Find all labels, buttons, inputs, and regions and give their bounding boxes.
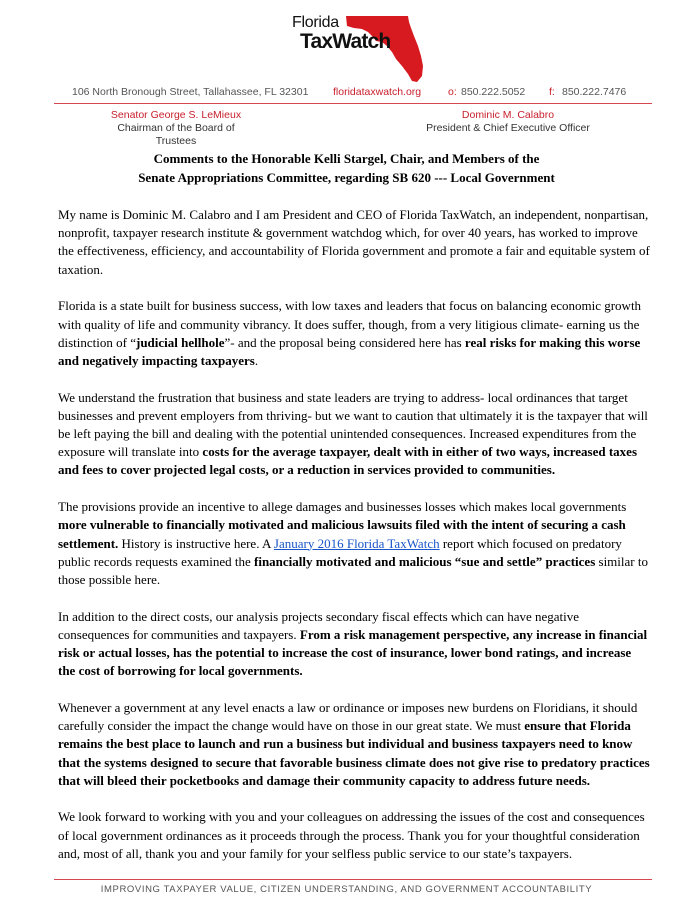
p7-text-1: We look forward to working with you and your colleagues on addressing the issues of the cost and consequences of local government ordinances as it proceeds through the process. Thank you for your thoughtful consideration and, most of all, thank you and your family for your selfless public service to our state’s taxpayers. — [58, 809, 645, 861]
address: 106 North Bronough Street, Tallahassee, FL 32301 — [72, 86, 309, 98]
florida-taxwatch-logo — [290, 6, 430, 84]
fax-number: 850.222.7476 — [562, 86, 627, 98]
heading-line-2: Senate Appropriations Committee, regarding SB 620 --- Local Government — [138, 170, 555, 185]
heading-line-1: Comments to the Honorable Kelli Stargel, Chair, and Members of the — [153, 151, 540, 166]
chairman-name: Senator George S. LeMieux — [110, 109, 242, 121]
p4-bold-2: financially motivated and malicious “sue and settle” practices — [254, 553, 596, 569]
p2-text-2: ”- and the proposal being considered here has — [224, 334, 465, 350]
p3-bold-1: costs for the average taxpayer, dealt with in either of two ways, increased taxes and fees to cover projected legal costs, or a reduction in services provided to communities. — [58, 444, 638, 478]
president-name: Dominic M. Calabro — [461, 109, 555, 121]
p6-bold-1: ensure that Florida remains the best place to launch and run a business but individual and business taxpayers need to know that the systems designed to secure that favorable business climate does not give rise to predatory practices that will bleed their pocketbooks and damage their community capacity to address future needs. — [58, 718, 650, 788]
p5-bold-1: From a risk management perspective, any increase in financial risk or actual losses, has the potential to increase the cost of insurance, lower bond ratings, and increase the cost of borrowing for local governments. — [58, 626, 648, 679]
p1-text: My name is Dominic M. Calabro and I am President and CEO of Florida TaxWatch, an independent, nonpartisan, nonprofit, taxpayer research institute & government watchdog which, for over 40 years, has worked to improve the effectiveness, efficiency, and accountability of Florida government and promote a fair and equitable system of taxation. — [58, 207, 650, 277]
paragraph-impact — [58, 699, 650, 790]
p4-bold-1: more vulnerable to financially motivated and malicious lawsuits filed with the intent of securing a cash settlement. — [58, 517, 626, 551]
logo-florida-text: Florida — [292, 14, 339, 31]
paragraph-litigation — [58, 297, 650, 370]
president-title: President & Chief Executive Officer — [426, 122, 590, 134]
p2-text-1: Florida is a state built for business success, with low taxes and leaders that focus on balancing economic growth with quality of life and community vibrancy. It does suffer, though, from a very litigious climate- earning us the distinction of “ — [58, 298, 642, 350]
footer-divider — [54, 879, 652, 880]
p5-text-1: In addition to the direct costs, our analysis projects secondary fiscal effects which can have negative consequences for communities and taxpayers. — [58, 608, 580, 642]
p3-text-1: We understand the frustration that business and state leaders are trying to address- local ordinances that target businesses and prevent employers from thriving- but we want to caution that ultimately it is the taxpayer that will be left paying the bill and dealing with the potential unintended consequences. Increased expenditures from the exposure will translate into — [58, 389, 648, 460]
p2-bold-2: real risks for making this worse and negatively impacting taxpayers — [58, 334, 641, 368]
chairman-title: Chairman of the Board of Trustees — [117, 122, 235, 147]
header-divider — [54, 103, 652, 104]
p6-text-1: Whenever a government at any level enacts a law or ordinance or imposes new burdens on Floridians, it should carefully consider the impact the change would have on those in our great state. We must — [58, 699, 638, 734]
document-heading — [60, 149, 633, 187]
p4-text-1: The provisions provide an incentive to allege damages and businesses losses which makes local governments — [58, 499, 627, 515]
fax-label: f: — [549, 86, 555, 98]
paragraph-costs — [58, 389, 650, 480]
report-link[interactable]: January 2016 Florida TaxWatch — [273, 535, 440, 551]
letter-body — [58, 206, 650, 882]
p4-text-2: History is instructive here. A — [118, 535, 274, 551]
website-link[interactable]: floridataxwatch.org — [333, 86, 422, 98]
p4-text-4: similar to those possible here. — [58, 553, 648, 587]
p2-text-3: . — [254, 352, 259, 368]
paragraph-intro — [58, 206, 650, 279]
paragraph-closing — [58, 808, 650, 863]
chairman-block — [96, 109, 256, 148]
paragraph-provisions — [58, 498, 650, 589]
paragraph-fiscal-effects — [58, 608, 650, 681]
p4-text-3: report which focused on predatory public records requests examined the — [58, 535, 622, 569]
phone-number: 850.222.5052 — [461, 86, 526, 98]
p2-bold-1: judicial hellhole — [136, 334, 225, 350]
footer-tagline: IMPROVING TAXPAYER VALUE, CITIZEN UNDERSTANDING, AND GOVERNMENT ACCOUNTABILITY — [100, 884, 593, 895]
president-block — [412, 109, 604, 135]
logo-taxwatch-text: TaxWatch — [300, 30, 391, 53]
phone-label: o: — [448, 86, 457, 98]
